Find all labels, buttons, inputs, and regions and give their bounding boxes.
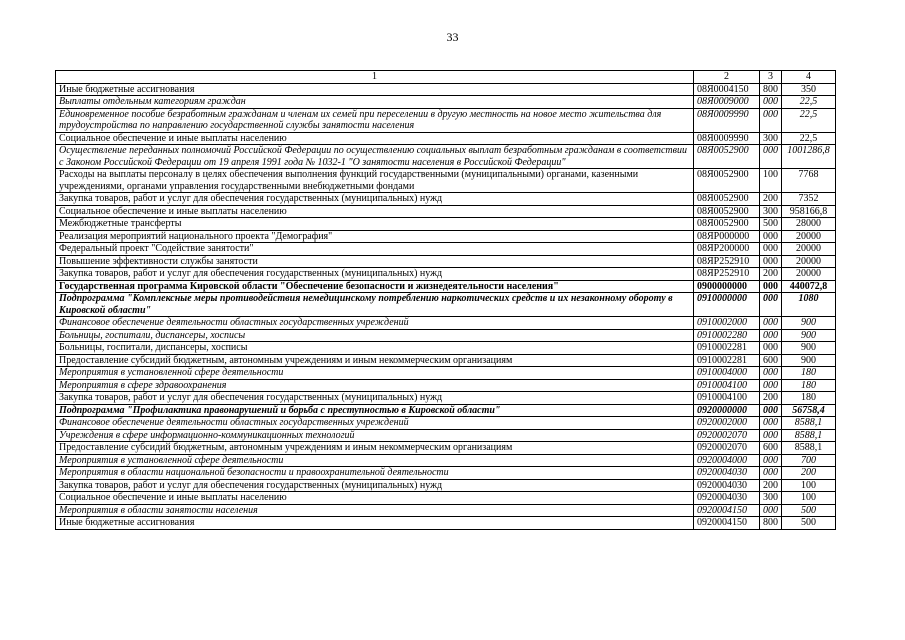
row-name-cell: Федеральный проект "Содействие занятости": [56, 243, 694, 256]
row-amount-cell: 350: [782, 83, 836, 96]
table-row: [56, 145, 836, 169]
row-name-cell: Закупка товаров, работ и услуг для обеспечения государственных (муниципальных) нужд: [56, 193, 694, 206]
row-type-cell: 800: [760, 83, 782, 96]
row-type-cell: 000: [760, 230, 782, 243]
row-code-cell: 0920004000: [694, 454, 760, 467]
row-name-cell: Реализация мероприятий национального проекта "Демография": [56, 230, 694, 243]
row-amount-cell: 20000: [782, 268, 836, 281]
row-name-cell: Мероприятия в установленной сфере деятельности: [56, 367, 694, 380]
row-name-cell: Больницы, госпитали, диспансеры, хосписы: [56, 329, 694, 342]
row-type-cell: 000: [760, 429, 782, 442]
table-row: [56, 280, 836, 293]
page-number: 33: [446, 30, 459, 44]
row-code-cell: 0910002281: [694, 342, 760, 355]
table-row: [56, 367, 836, 380]
row-amount-cell: 180: [782, 367, 836, 380]
table-row: [56, 467, 836, 480]
table-row: [56, 442, 836, 455]
table-row: [56, 96, 836, 109]
row-amount-cell: 180: [782, 379, 836, 392]
row-code-cell: 08Я0052900: [694, 145, 760, 169]
row-code-cell: 08ЯP200000: [694, 243, 760, 256]
row-type-cell: 600: [760, 354, 782, 367]
row-amount-cell: 7352: [782, 193, 836, 206]
row-name-cell: Мероприятия в установленной сфере деятельности: [56, 454, 694, 467]
table-row: [56, 417, 836, 430]
row-amount-cell: 900: [782, 317, 836, 330]
table-header-row: [56, 71, 836, 84]
column-header-3: 3: [760, 71, 782, 84]
row-code-cell: 0910002000: [694, 317, 760, 330]
row-code-cell: 08ЯP000000: [694, 230, 760, 243]
row-code-cell: 08Я0009990: [694, 132, 760, 145]
row-amount-cell: 900: [782, 342, 836, 355]
row-type-cell: 200: [760, 479, 782, 492]
row-amount-cell: 8588,1: [782, 442, 836, 455]
row-code-cell: 0920002000: [694, 417, 760, 430]
row-amount-cell: 22,5: [782, 132, 836, 145]
table-row: [56, 479, 836, 492]
table-row: [56, 517, 836, 530]
row-type-cell: 300: [760, 132, 782, 145]
row-name-cell: Социальное обеспечение и иные выплаты населению: [56, 205, 694, 218]
table-row: [56, 132, 836, 145]
row-type-cell: 000: [760, 255, 782, 268]
row-amount-cell: 20000: [782, 255, 836, 268]
table-row: [56, 230, 836, 243]
row-type-cell: 300: [760, 205, 782, 218]
row-amount-cell: 200: [782, 467, 836, 480]
row-code-cell: 08Я0052900: [694, 169, 760, 193]
table-row: [56, 404, 836, 417]
table-row: [56, 255, 836, 268]
table-row: [56, 454, 836, 467]
row-name-cell: Подпрограмма "Профилактика правонарушений и борьба с преступностью в Кировской области": [56, 404, 694, 417]
row-amount-cell: 20000: [782, 230, 836, 243]
row-name-cell: Единовременное пособие безработным гражданам и членам их семей при переселении в другую местность на новое место жительства для трудоустройства по направлению государственной службы занятости населения: [56, 108, 694, 132]
row-type-cell: 300: [760, 492, 782, 505]
row-code-cell: 08Я0052900: [694, 193, 760, 206]
row-name-cell: Повышение эффективности службы занятости: [56, 255, 694, 268]
row-amount-cell: 22,5: [782, 96, 836, 109]
table-row: [56, 429, 836, 442]
row-type-cell: 600: [760, 442, 782, 455]
row-code-cell: 0910004000: [694, 367, 760, 380]
row-amount-cell: 28000: [782, 218, 836, 231]
row-name-cell: Мероприятия в области национальной безопасности и правоохранительной деятельности: [56, 467, 694, 480]
row-amount-cell: 500: [782, 517, 836, 530]
row-code-cell: 08Я0009000: [694, 96, 760, 109]
table-row: [56, 392, 836, 405]
row-code-cell: 08Я0009990: [694, 108, 760, 132]
row-amount-cell: 56758,4: [782, 404, 836, 417]
column-header-2: 2: [694, 71, 760, 84]
row-name-cell: Мероприятия в области занятости населения: [56, 504, 694, 517]
table-row: [56, 169, 836, 193]
row-code-cell: 0920004150: [694, 504, 760, 517]
row-type-cell: 000: [760, 96, 782, 109]
row-code-cell: 0900000000: [694, 280, 760, 293]
row-name-cell: Государственная программа Кировской области "Обеспечение безопасности и жизнедеятельности населения": [56, 280, 694, 293]
row-name-cell: Подпрограмма "Комплексные меры противодействия немедицинскому потреблению наркотических средств и их незаконному обороту в Кировской области": [56, 293, 694, 317]
table-row: [56, 243, 836, 256]
row-code-cell: 0920004030: [694, 492, 760, 505]
row-type-cell: 000: [760, 108, 782, 132]
row-code-cell: 0910004100: [694, 392, 760, 405]
table-row: [56, 342, 836, 355]
row-type-cell: 000: [760, 280, 782, 293]
row-amount-cell: 1080: [782, 293, 836, 317]
table-row: [56, 379, 836, 392]
row-amount-cell: 958166,8: [782, 205, 836, 218]
row-type-cell: 000: [760, 342, 782, 355]
row-type-cell: 000: [760, 417, 782, 430]
row-type-cell: 000: [760, 367, 782, 380]
row-amount-cell: 700: [782, 454, 836, 467]
row-name-cell: Закупка товаров, работ и услуг для обеспечения государственных (муниципальных) нужд: [56, 268, 694, 281]
table-row: [56, 317, 836, 330]
row-code-cell: 0920004030: [694, 467, 760, 480]
row-type-cell: 000: [760, 145, 782, 169]
row-amount-cell: 500: [782, 504, 836, 517]
row-amount-cell: 180: [782, 392, 836, 405]
row-amount-cell: 1001286,8: [782, 145, 836, 169]
row-name-cell: Финансовое обеспечение деятельности областных государственных учреждений: [56, 317, 694, 330]
row-type-cell: 100: [760, 169, 782, 193]
row-amount-cell: 7768: [782, 169, 836, 193]
row-code-cell: 0920004030: [694, 479, 760, 492]
row-type-cell: 800: [760, 517, 782, 530]
row-amount-cell: 900: [782, 329, 836, 342]
row-type-cell: 500: [760, 218, 782, 231]
row-code-cell: 08Я0004150: [694, 83, 760, 96]
row-type-cell: 000: [760, 317, 782, 330]
column-header-1: 1: [56, 71, 694, 84]
budget-table: [55, 70, 836, 530]
row-type-cell: 200: [760, 193, 782, 206]
row-code-cell: 08ЯP252910: [694, 255, 760, 268]
row-amount-cell: 22,5: [782, 108, 836, 132]
row-name-cell: Расходы на выплаты персоналу в целях обеспечения выполнения функций государственными (муниципальными) органами, казенными учреждениями, органами управления государственными внебюджетными фондами: [56, 169, 694, 193]
row-code-cell: 08Я0052900: [694, 218, 760, 231]
row-name-cell: Предоставление субсидий бюджетным, автономным учреждениям и иным некоммерческим организациям: [56, 354, 694, 367]
row-type-cell: 000: [760, 504, 782, 517]
row-code-cell: 0920004150: [694, 517, 760, 530]
table-row: [56, 504, 836, 517]
table-row: [56, 492, 836, 505]
row-name-cell: Предоставление субсидий бюджетным, автономным учреждениям и иным некоммерческим организациям: [56, 442, 694, 455]
table-row: [56, 354, 836, 367]
table-row: [56, 193, 836, 206]
row-type-cell: 000: [760, 454, 782, 467]
row-code-cell: 0920000000: [694, 404, 760, 417]
row-amount-cell: 440072,8: [782, 280, 836, 293]
row-amount-cell: 100: [782, 479, 836, 492]
row-code-cell: 08ЯP252910: [694, 268, 760, 281]
table-row: [56, 268, 836, 281]
row-amount-cell: 8588,1: [782, 417, 836, 430]
row-type-cell: 000: [760, 467, 782, 480]
row-type-cell: 000: [760, 329, 782, 342]
row-code-cell: 0910002281: [694, 354, 760, 367]
row-name-cell: Выплаты отдельным категориям граждан: [56, 96, 694, 109]
row-name-cell: Иные бюджетные ассигнования: [56, 83, 694, 96]
row-type-cell: 200: [760, 392, 782, 405]
table-row: [56, 218, 836, 231]
row-name-cell: Иные бюджетные ассигнования: [56, 517, 694, 530]
row-code-cell: 0910004100: [694, 379, 760, 392]
row-code-cell: 0920002070: [694, 429, 760, 442]
row-amount-cell: 20000: [782, 243, 836, 256]
row-name-cell: Межбюджетные трансферты: [56, 218, 694, 231]
row-name-cell: Социальное обеспечение и иные выплаты населению: [56, 132, 694, 145]
table-row: [56, 83, 836, 96]
row-name-cell: Закупка товаров, работ и услуг для обеспечения государственных (муниципальных) нужд: [56, 479, 694, 492]
row-code-cell: 08Я0052900: [694, 205, 760, 218]
row-name-cell: Закупка товаров, работ и услуг для обеспечения государственных (муниципальных) нужд: [56, 392, 694, 405]
row-name-cell: Социальное обеспечение и иные выплаты населению: [56, 492, 694, 505]
table-row: [56, 108, 836, 132]
column-header-4: 4: [782, 71, 836, 84]
row-name-cell: Мероприятия в сфере здравоохранения: [56, 379, 694, 392]
row-name-cell: Учреждения в сфере информационно-коммуникационных технологий: [56, 429, 694, 442]
row-code-cell: 0920002070: [694, 442, 760, 455]
table-body: [56, 83, 836, 529]
row-type-cell: 200: [760, 268, 782, 281]
row-name-cell: Осуществление переданных полномочий Российской Федерации по осуществлению социальных выплат безработным гражданам в соответствии с Законом Российской Федерации от 19 апреля 1991 года № 1032-1 "О занятости населения в Российской Федерации": [56, 145, 694, 169]
table-row: [56, 293, 836, 317]
row-type-cell: 000: [760, 404, 782, 417]
row-code-cell: 0910000000: [694, 293, 760, 317]
row-amount-cell: 900: [782, 354, 836, 367]
table-row: [56, 205, 836, 218]
row-code-cell: 0910002280: [694, 329, 760, 342]
row-name-cell: Финансовое обеспечение деятельности областных государственных учреждений: [56, 417, 694, 430]
row-amount-cell: 8588,1: [782, 429, 836, 442]
table-row: [56, 329, 836, 342]
row-type-cell: 000: [760, 293, 782, 317]
row-type-cell: 000: [760, 379, 782, 392]
row-amount-cell: 100: [782, 492, 836, 505]
row-type-cell: 000: [760, 243, 782, 256]
row-name-cell: Больницы, госпитали, диспансеры, хосписы: [56, 342, 694, 355]
